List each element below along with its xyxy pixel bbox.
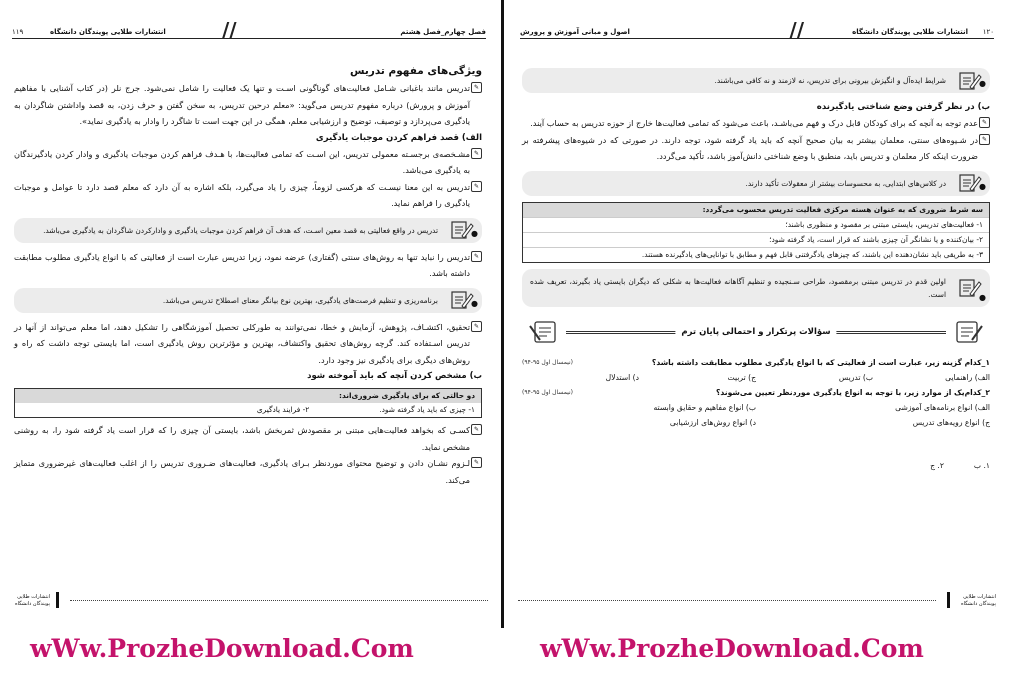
paragraph: ✎ تحقیق، اکتشـاف، پژوهش، آزمایش و خطا، نمی‌توانند به طورکلی تحصیل آموزشگاهی را تشکیل دهند، اما معلم می‌تواند از آنها در تدریس اسـتفاده کند. گرچه روش‌های تحقیق واکتشاف، بهترین و مؤثرترین روش یادگیری است، اما بایستی توجه داشت که راه و روش‌های دیگری برای یادگیری نیز وجود دارد. <box>14 319 482 369</box>
option: الف) راهنمایی <box>945 372 990 382</box>
info-box-item: ۱- فعالیت‌های تدریس، بایستی مبتنی بر مقصود و منظوری باشند؛ <box>523 217 989 232</box>
info-box-title: دو حالتی که برای یادگیری ضروری‌اند: <box>15 389 481 403</box>
watermark-right: wWw.ProzheDownload.Com <box>540 634 924 663</box>
subheading: الف) قصد فراهم کردن موجبات یادگیری <box>315 132 482 143</box>
publisher-name: انتشارات طلایی پویندگان دانشگاه <box>50 28 166 36</box>
footer-marker <box>56 592 59 608</box>
note-text: شرایط ایده‌آل و انگیزش بیرونی برای تدریس، نه لازمند و نه کافی می‌باشند. <box>714 76 946 85</box>
answer-key <box>522 458 990 475</box>
note-box <box>522 269 990 307</box>
footer-marker <box>947 592 950 608</box>
paragraph-icon: ✎ <box>471 321 482 332</box>
note-dot-icon: ● <box>471 298 478 308</box>
paragraph: ✎ لـزوم نشـان دادن و توضیح محتوای موردنظر بـرای یادگیری، فعالیت‌های ضـروری تدریس را از اغلب فعالیت‌های غیرضروری متمایز می‌کند. <box>14 455 482 488</box>
right-page <box>508 0 1006 628</box>
paragraph-icon: ✎ <box>471 457 482 468</box>
paragraph-icon: ✎ <box>471 148 482 159</box>
note-dot-icon: ● <box>471 228 478 238</box>
paragraph: ✎ کسـی که بخواهد فعالیت‌هایی مبتنی بر مقصودش ثمربخش باشد، بایستی آن چیزی را که قرار است یاد گرفته شود را، به روشنی مشخص نماید. <box>14 422 482 455</box>
note-dot-icon: ● <box>979 79 986 88</box>
info-box-item: ۳- به طریقی باید نشان‌دهنده این باشند، که چیزهای یادگرفتنی قابل فهم و مطابق با توانایی‌های یادگیرنده هستند. <box>523 247 989 262</box>
note-dot-icon: ● <box>979 292 986 302</box>
note-box <box>522 171 990 196</box>
page-header <box>520 16 994 46</box>
header-slash-icon: // <box>789 18 804 42</box>
answer: ۲. ج <box>930 460 944 470</box>
option: ب) تدریس <box>838 372 873 382</box>
info-box-item: ۲- فرایند یادگیری <box>256 405 310 414</box>
paragraph-icon: ✎ <box>471 82 482 93</box>
info-box-items <box>15 403 481 417</box>
paragraph: ✎ تدریس به این معنا نیسـت که هرکسی لزوماً، چیزی را یاد می‌گیرد، بلکه اشاره به آن دارد که معلم قصد دارد تا عوامل و موجبات یادگیری را فراهم نماید. <box>14 179 482 212</box>
page-footer <box>518 592 996 614</box>
page-body <box>14 62 482 488</box>
paragraph-icon: ✎ <box>471 181 482 192</box>
note-dot-icon: ● <box>979 181 986 191</box>
answer: ۱. ب <box>973 460 990 470</box>
paragraph: ✎ تدریس را نباید تنها به روش‌های سنتی (گفتاری) عرضه نمود، زیرا تدریس عبارت است از فعالیتی که با انواع یادگیری مطلوب مطابقت داشته باشد. <box>14 249 482 282</box>
footer-logo: انتشارات طلایی پویندگان دانشگاه <box>14 594 50 607</box>
info-box-item: ۱- چیزی که باید یاد گرفته شود. <box>379 405 475 414</box>
note-box <box>522 68 990 93</box>
question-text: ۱_کدام گزینه زیر، عبارت است از فعالیتی که با انواع یادگیری مطلوب مطابقت داشته باشد؟ <box>651 357 990 367</box>
footer-logo: انتشارات طلایی پویندگان دانشگاه <box>960 594 996 607</box>
paragraph: ✎ عدم توجه به آنچه که برای کودکان قابل درک و فهم می‌باشـد، باعث می‌شود که تمامی فعالیت‌ها خارج از حوزه تدریس به حساب آیند. <box>522 115 990 132</box>
footer-rule <box>518 600 936 601</box>
info-box-item: ۲- بیان‌کننده و یا نشانگر آن چیزی باشند که قرار است، یاد گرفته شود؛ <box>523 232 989 247</box>
option: ج) انواع رویه‌های تدریس <box>912 417 990 427</box>
question-options <box>522 370 990 385</box>
note-box <box>14 218 482 243</box>
question-source: (نیمسال اول ۹۵-۹۴) <box>522 388 573 396</box>
subheading: ب) مشخص کردن آنچه که باید آموخته شود <box>307 371 482 381</box>
subheading: ب) در نظر گرفتن وضع شناختی یادگیرنده <box>816 102 990 112</box>
note-text: در کلاس‌های ابتدایی، به محسوسات بیشتر از معقولات تأکید دارند. <box>745 178 946 188</box>
info-box-title: سه شرط ضروری که به عنوان هسته مرکزی فعالیت تدریس محسوب می‌گردد: <box>523 203 989 217</box>
banner-notebook-icon <box>528 319 558 345</box>
page-body <box>522 62 990 474</box>
note-text: تدریس در واقع فعالیتی به قصد معین اسـت، که هدف آن فراهم کردن موجبات یادگیری و وادارکردن شاگردان به یادگیری می‌باشد. <box>43 225 438 235</box>
left-page <box>0 0 498 628</box>
option: ب) انواع مفاهیم و حقایق وابسته <box>653 402 756 412</box>
header-rule <box>12 38 486 39</box>
question <box>522 385 990 430</box>
note-text: برنامه‌ریزی و تنظیم فرصت‌های یادگیری، بهترین نوع بیانگر معنای اصطلاح تدریس می‌باشد. <box>162 295 438 305</box>
option: د) انواع روش‌های ارزشیابی <box>669 417 756 427</box>
page-header <box>12 16 486 46</box>
page-number: ۱۱۹ <box>12 28 24 36</box>
note-box <box>14 288 482 313</box>
option: ج) تربیت <box>727 372 756 382</box>
header-rule <box>520 38 994 39</box>
paragraph: ✎ تدریس مانند باغبانی شـامل فعالیت‌های گوناگونی اسـت و تنها یک فعالیت را شامل نمی‌شود. جرج نلر (در کتاب آشنایی با مفاهیم آموزش و پرورش) درباره مفهوم تدریس می‌گوید: «معلم درحین تدریس، به سخن گفتن و حرف زدن، به قصد واداشتن شاگردان به یادگیری می‌پردازد و توصیف، توضیح و ارزشیابی معلم، همگی در این جهت است تا شاگرد را وادار به یادگیری نماید». <box>14 80 482 130</box>
page-footer <box>10 592 488 614</box>
chapter-title: فصل چهارم_فصل هشتم <box>400 28 486 36</box>
option: د) استدلال <box>605 372 639 382</box>
banner-notebook-icon <box>954 319 984 345</box>
question-source: (نیمسال اول ۹۵-۹۴) <box>522 358 573 366</box>
paragraph: ✎ در شـیوه‌های سنتی، معلمان بیشتر به بیان صحیح آنچه که باید یاد گرفته شود، توجه دارند. در صورتی که در شیوه‌های پیشرفته بر ضرورت اینکه کار معلمان و تدریس باید، منطبق با وضع شناختی دانش‌آموز باشد، تأکید می‌گردد. <box>522 132 990 165</box>
paragraph: ✎ مشـخصه‌ی برجسـته معمولی تدریس، این اسـت که تمامی فعالیت‌ها، با هـدف فراهم کردن موجبات یادگیری و وادار کردن یادگیرندگان به یادگیری می‌باشد. <box>14 146 482 179</box>
paragraph-icon: ✎ <box>471 251 482 262</box>
questions-banner <box>522 315 990 349</box>
footer-rule <box>70 600 488 601</box>
paragraph-icon: ✎ <box>979 134 990 145</box>
question <box>522 355 990 385</box>
section-title: ویژگی‌های مفهوم تدریس <box>350 65 482 77</box>
question-options <box>522 400 990 430</box>
book-spine <box>498 0 508 628</box>
info-box <box>14 388 482 418</box>
page-number: ۱۲۰ <box>982 28 994 36</box>
option: الف) انواع برنامه‌های آموزشی <box>895 402 990 412</box>
header-slash-icon: // <box>222 18 237 42</box>
banner-title: سؤالات پرتکرار و احتمالی پایان ترم <box>675 324 836 341</box>
publisher-name: انتشارات طلایی پویندگان دانشگاه <box>852 28 968 36</box>
paragraph-icon: ✎ <box>471 424 482 435</box>
watermark-left: wWw.ProzheDownload.Com <box>30 634 414 663</box>
note-text: اولین قدم در تدریس مبتنی برمقصود، طراحی سـنجیده و تنظیم آگاهانه فعالیت‌ها به شکلی که دیگران بایستی یاد بگیرند، تعریف شده است. <box>530 276 946 299</box>
question-text: ۲_کدام‌یک از موارد زیر، با توجه به انواع یادگیری موردنظر تعیین می‌شوند؟ <box>715 387 990 397</box>
info-box <box>522 202 990 263</box>
chapter-title: اصول و مبانی آموزش و پرورش <box>520 28 630 36</box>
paragraph-icon: ✎ <box>979 117 990 128</box>
